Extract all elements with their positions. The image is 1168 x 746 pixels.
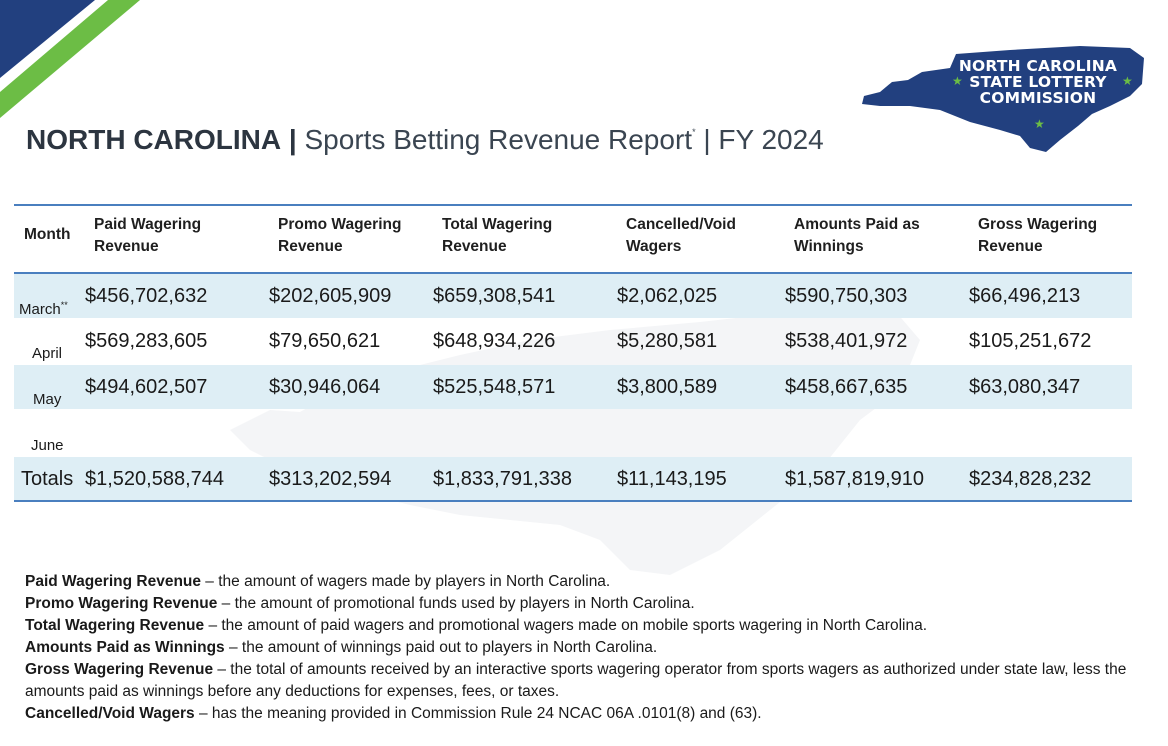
cell-winnings: $538,401,972	[785, 330, 908, 352]
column-header-line: Total Wagering	[442, 216, 553, 233]
column-header-promo	[278, 214, 401, 258]
definition-term: Cancelled/Void Wagers	[25, 705, 195, 722]
definition-item	[25, 615, 1135, 637]
cell-promo: $79,650,621	[269, 330, 381, 352]
title-report: Sports Betting Revenue Report	[304, 124, 693, 155]
cell-winnings: $458,667,635	[785, 376, 908, 398]
column-header-line: Wagers	[626, 238, 682, 255]
definition-item	[25, 571, 1135, 593]
definition-text: – the amount of wagers made by players in North Carolina.	[201, 573, 611, 590]
row-month	[19, 300, 68, 318]
table-row-totals	[14, 457, 1132, 501]
cell-total: $525,548,571	[433, 376, 556, 398]
title-separator: |	[288, 124, 297, 155]
cell-winnings: $590,750,303	[785, 285, 908, 307]
cell-gross: $66,496,213	[969, 285, 1081, 307]
svg-text:★: ★	[1122, 74, 1133, 88]
cell-cancelled: $5,280,581	[617, 330, 718, 352]
definition-term: Amounts Paid as Winnings	[25, 639, 225, 656]
row-month: May	[33, 391, 62, 408]
definition-term: Total Wagering Revenue	[25, 617, 205, 634]
column-header-line: Revenue	[278, 238, 343, 255]
title-footnote-mark: *	[692, 127, 696, 137]
cell-cancelled: $3,800,589	[617, 376, 718, 398]
logo-line-1: NORTH CAROLINA	[958, 57, 1118, 75]
table-row-april	[14, 319, 1132, 363]
cell-paid: $494,602,507	[85, 376, 208, 398]
column-header-gross	[978, 214, 1097, 258]
total-cancelled: $11,143,195	[617, 468, 727, 490]
column-header-line: Cancelled/Void	[626, 216, 736, 233]
cell-paid: $456,702,632	[85, 285, 208, 307]
table-row-march	[14, 274, 1132, 318]
title-state: NORTH CAROLINA	[26, 124, 282, 155]
total-winnings: $1,587,819,910	[785, 468, 925, 490]
svg-text:★: ★	[952, 74, 963, 88]
total-paid: $1,520,588,744	[85, 468, 225, 490]
svg-text:★: ★	[1034, 117, 1045, 131]
definition-term: Gross Wagering Revenue	[25, 661, 214, 678]
logo-line-3: COMMISSION	[979, 89, 1097, 107]
month-footnote-mark: **	[60, 300, 68, 310]
definition-term: Paid Wagering Revenue	[25, 573, 201, 590]
table-row-june	[14, 411, 1132, 455]
column-header-month: Month	[24, 226, 71, 243]
total-promo: $313,202,594	[269, 468, 392, 490]
column-header-line: Gross Wagering	[978, 216, 1098, 233]
definition-term: Promo Wagering Revenue	[25, 595, 218, 612]
cell-gross: $105,251,672	[969, 330, 1092, 352]
column-header-line: Revenue	[978, 238, 1043, 255]
definition-text: – the amount of promotional funds used by players in North Carolina.	[217, 595, 695, 612]
definition-item	[25, 703, 1135, 725]
row-month: April	[32, 345, 63, 362]
definition-item	[25, 593, 1135, 615]
definition-text: – the amount of winnings paid out to players in North Carolina.	[224, 639, 658, 656]
row-month: June	[31, 437, 64, 454]
logo-line-2: STATE LOTTERY	[969, 73, 1107, 91]
column-header-winnings	[794, 214, 920, 258]
definition-text: – the amount of paid wagers and promotional wagers made on mobile sports wagering in North Carolina.	[204, 617, 928, 634]
column-header-line: Winnings	[794, 238, 864, 255]
column-header-line: Revenue	[94, 238, 159, 255]
total-total: $1,833,791,338	[433, 468, 573, 490]
logo-wordmark	[948, 58, 1128, 106]
cell-cancelled: $2,062,025	[617, 285, 718, 307]
definition-text: – the total of amounts received by an interactive sports wagering operator from sports wagers as authorized under state law, less the amounts paid as winnings before any deductions for expenses, fees, or taxes.	[25, 661, 1127, 700]
page-title	[26, 124, 824, 156]
corner-stripe-decoration	[0, 0, 150, 120]
cell-paid: $569,283,605	[85, 330, 208, 352]
column-header-total	[442, 214, 552, 258]
month-label: March	[19, 301, 61, 318]
cell-gross: $63,080,347	[969, 376, 1081, 398]
totals-label: Totals	[21, 468, 74, 490]
column-header-line: Promo Wagering	[278, 216, 402, 233]
definition-item	[25, 659, 1135, 703]
definition-text: – has the meaning provided in Commission Rule 24 NCAC 06A .0101(8) and (63).	[194, 705, 762, 722]
table-top-rule	[14, 204, 1132, 206]
table-row-may	[14, 365, 1132, 409]
column-header-line: Revenue	[442, 238, 507, 255]
cell-promo: $30,946,064	[269, 376, 381, 398]
column-header-paid	[94, 214, 201, 258]
column-header-cancelled	[626, 214, 736, 258]
cell-promo: $202,605,909	[269, 285, 392, 307]
cell-total: $659,308,541	[433, 285, 556, 307]
column-header-line: Amounts Paid as	[794, 216, 920, 233]
definition-item	[25, 637, 1135, 659]
table-bottom-rule	[14, 500, 1132, 502]
total-gross: $234,828,232	[969, 468, 1092, 490]
column-header-line: Paid Wagering	[94, 216, 202, 233]
cell-total: $648,934,226	[433, 330, 556, 352]
definitions-notes	[25, 571, 1135, 725]
title-fiscal-year: | FY 2024	[703, 124, 824, 155]
